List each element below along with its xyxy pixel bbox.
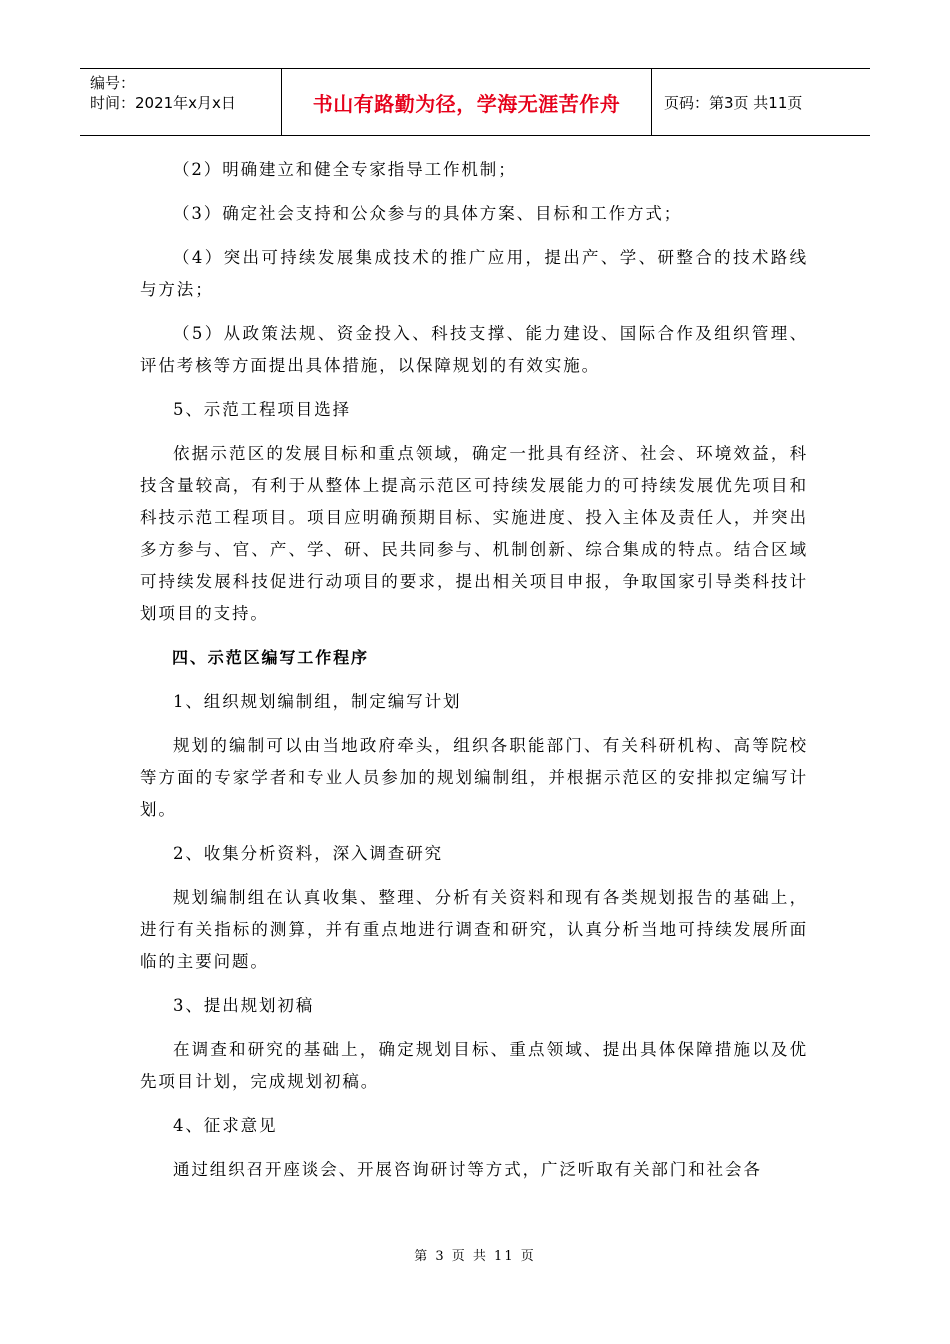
header-meta [80, 69, 282, 135]
header-page-info: 页码：第3页 共11页 [664, 93, 803, 112]
document-body [140, 154, 808, 1198]
page-header [80, 68, 870, 136]
section-heading-procedure: 四、示范区编写工作程序 [172, 648, 369, 667]
paragraph-step-1: 规划的编制可以由当地政府牵头，组织各职能部门、有关科研机构、高等院校等方面的专家学者和专业人员参加的规划编制组，并根据示范区的安排拟定编写计划。 [140, 736, 808, 819]
subheading-step-1: 1、组织规划编制组，制定编写计划 [173, 692, 462, 711]
subheading-step-3: 3、提出规划初稿 [173, 996, 315, 1015]
subheading-demo-projects: 5、示范工程项目选择 [173, 400, 351, 419]
subheading-step-2: 2、收集分析资料，深入调查研究 [173, 844, 443, 863]
page-footer: 第 3 页 共 11 页 [414, 1249, 536, 1264]
list-item-3: （3）确定社会支持和公众参与的具体方案、目标和工作方式； [173, 204, 683, 223]
list-item-4: （4）突出可持续发展集成技术的推广应用，提出产、学、研整合的技术路线与方法； [140, 248, 808, 299]
header-motto: 书山有路勤为径，学海无涯苦作舟 [282, 69, 652, 135]
document-time-label: 时间：2021年x月x日 [90, 94, 236, 112]
subheading-step-4: 4、征求意见 [173, 1116, 278, 1135]
document-number-label: 编号： [90, 74, 136, 92]
paragraph-step-4: 通过组织召开座谈会、开展咨询研讨等方式，广泛听取有关部门和社会各 [173, 1160, 762, 1179]
list-item-5: （5）从政策法规、资金投入、科技支撑、能力建设、国际合作及组织管理、评估考核等方面提出具体措施，以保障规划的有效实施。 [140, 324, 808, 375]
paragraph-step-3: 在调查和研究的基础上，确定规划目标、重点领域、提出具体保障措施以及优先项目计划，完成规划初稿。 [140, 1040, 808, 1091]
paragraph-step-2: 规划编制组在认真收集、整理、分析有关资料和现有各类规划报告的基础上，进行有关指标的测算，并有重点地进行调查和研究，认真分析当地可持续发展所面临的主要问题。 [140, 888, 808, 971]
paragraph-demo-projects: 依据示范区的发展目标和重点领域，确定一批具有经济、社会、环境效益，科技含量较高，有利于从整体上提高示范区可持续发展能力的可持续发展优先项目和科技示范工程项目。项目应明确预期目标、实施进度、投入主体及责任人，并突出多方参与、官、产、学、研、民共同参与、机制创新、综合集成的特点。结合区域可持续发展科技促进行动项目的要求，提出相关项目申报，争取国家引导类科技计划项目的支持。 [140, 444, 808, 623]
list-item-2: （2）明确建立和健全专家指导工作机制； [173, 160, 517, 179]
